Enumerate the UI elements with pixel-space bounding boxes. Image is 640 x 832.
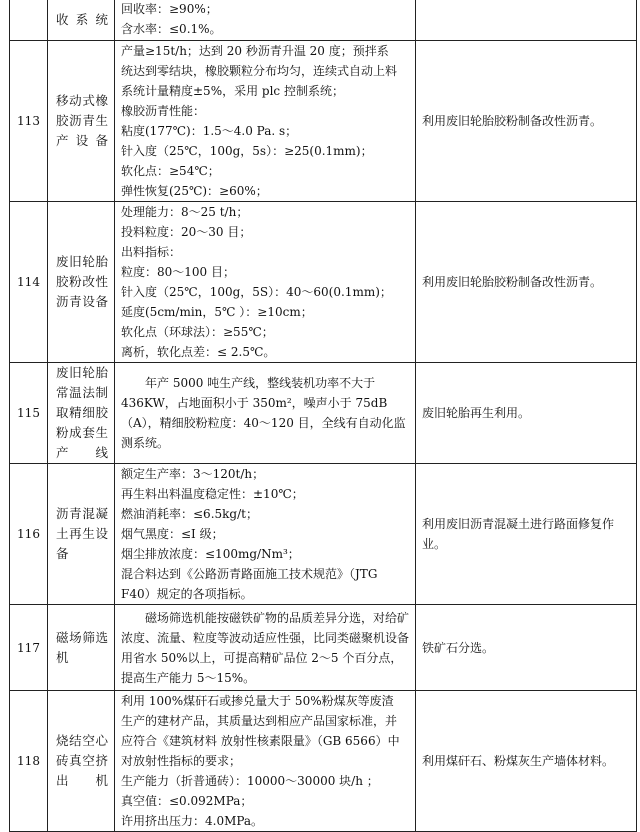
row-number: 116 bbox=[10, 464, 48, 605]
spec-line: 处理能力：8～25 t/h； bbox=[121, 205, 249, 219]
spec-line: 对放射性指标的要求； bbox=[121, 754, 242, 768]
application-text: 利用废旧轮胎胶粉制备改性沥青。 bbox=[422, 114, 603, 128]
spec-cell bbox=[115, 691, 416, 832]
spec-line: 弹性恢复(25℃)：≥60%； bbox=[121, 184, 268, 198]
spec-line: 离析，软化点差：≤ 2.5℃。 bbox=[121, 345, 276, 359]
equipment-table bbox=[9, 0, 637, 832]
application-cell bbox=[416, 464, 637, 605]
equipment-name-cell bbox=[48, 41, 115, 202]
equipment-name-cell bbox=[48, 363, 115, 464]
equipment-name-cell bbox=[48, 605, 115, 691]
equipment-name-cell bbox=[48, 691, 115, 832]
spec-line: F40）规定的各项指标。 bbox=[121, 587, 253, 601]
spec-line: 含水率：≤0.1%。 bbox=[121, 22, 222, 36]
equipment-name: 废旧轮胎常温法制取精细胶粉成套生产线 bbox=[56, 365, 108, 460]
spec-line: 软化点：≥54℃； bbox=[121, 164, 220, 178]
equipment-name: 废旧轮胎胶粉改性沥青设备 bbox=[56, 254, 108, 309]
row-number: 114 bbox=[10, 202, 48, 363]
application-cell bbox=[416, 691, 637, 832]
application-cell bbox=[416, 41, 637, 202]
spec-line: 系统计量精度±5%，采用 plc 控制系统； bbox=[121, 84, 344, 98]
spec-line: 生产能力（折普通砖）：10000～30000 块/h ； bbox=[121, 774, 379, 788]
spec-line: 延度(5cm/min，5℃ ）：≥10cm； bbox=[121, 305, 313, 319]
equipment-name: 沥青混凝土再生设备 bbox=[56, 506, 108, 561]
table-row bbox=[10, 0, 637, 41]
spec-line: 回收率：≥90%； bbox=[121, 2, 218, 16]
equipment-name: 移动式橡胶沥青生产设备 bbox=[56, 93, 108, 148]
row-number bbox=[10, 0, 48, 41]
spec-line: 应符合《建筑材料 放射性核素限量》（GB 6566）中 bbox=[121, 734, 400, 748]
spec-line: 橡胶沥青性能： bbox=[121, 104, 206, 118]
table-row bbox=[10, 41, 637, 202]
spec-line: 软化点（环球法）：≥55℃； bbox=[121, 325, 274, 339]
row-number: 118 bbox=[10, 691, 48, 832]
spec-line: 燃油消耗率：≤6.5kg/t； bbox=[121, 507, 258, 521]
spec-cell bbox=[115, 363, 416, 464]
table-row bbox=[10, 202, 637, 363]
spec-line: 出料指标： bbox=[121, 245, 182, 259]
spec-line: 针入度（25℃，100g，5s）：≥25(0.1mm)； bbox=[121, 144, 373, 158]
spec-line: 统达到零结块，橡胶颗粒分布均匀，连续式自动上料 bbox=[121, 64, 398, 78]
application-text: 利用煤矸石、粉煤灰生产墙体材料。 bbox=[422, 754, 615, 768]
table-row bbox=[10, 691, 637, 832]
application-cell bbox=[416, 363, 637, 464]
row-number: 113 bbox=[10, 41, 48, 202]
table-row bbox=[10, 363, 637, 464]
application-cell bbox=[416, 202, 637, 363]
spec-line: 粘度(177℃)：1.5～4.0 Pa. s； bbox=[121, 124, 298, 138]
spec-line: 产量≥15t/h；达到 20 秒沥青升温 20 度；预拌系 bbox=[121, 44, 389, 58]
application-text: 废旧轮胎再生利用。 bbox=[422, 406, 531, 420]
spec-paragraph: 磁场筛选机能按磁铁矿物的品质差异分选，对给矿浓度、流量、粒度等波动适应性强，比同类磁聚机设备用省水 50%以上，可提高精矿品位 2～5 个百分点，提高生产能力 5～15%。 bbox=[121, 610, 410, 685]
spec-paragraph: 年产 5000 吨生产线，整线装机功率不大于 436KW，占地面积小于 350m²，噪声小于 75dB（A），精细胶粉粒度：40～120 目，全线有自动化监测系统。 bbox=[121, 376, 406, 450]
spec-line: 真空值：≤0.092MPa； bbox=[121, 794, 253, 808]
application-cell bbox=[416, 605, 637, 691]
spec-cell bbox=[115, 0, 416, 41]
row-number: 117 bbox=[10, 605, 48, 691]
row-number: 115 bbox=[10, 363, 48, 464]
equipment-name-cell bbox=[48, 202, 115, 363]
application-text: 铁矿石分选。 bbox=[422, 640, 495, 655]
spec-line: 再生料出料温度稳定性：±10℃； bbox=[121, 487, 304, 501]
application-text: 利用废旧沥青混凝土进行路面修复作业。 bbox=[422, 517, 615, 551]
equipment-name: 收系统 bbox=[56, 11, 108, 27]
application-cell bbox=[416, 0, 637, 41]
spec-line: 粒度：80～100 目； bbox=[121, 265, 235, 279]
spec-line: 混合料达到《公路沥青路面施工技术规范》（JTG bbox=[121, 567, 378, 581]
equipment-name-cell bbox=[48, 0, 115, 41]
equipment-name-cell bbox=[48, 464, 115, 605]
spec-line: 利用 100%煤矸石或掺兑量大于 50%粉煤灰等废渣 bbox=[121, 694, 394, 708]
spec-cell bbox=[115, 464, 416, 605]
spec-line: 生产的建材产品，其质量达到相应产品国家标准，并 bbox=[121, 714, 398, 728]
equipment-name: 烧结空心砖真空挤出机 bbox=[56, 733, 108, 788]
table-row bbox=[10, 464, 637, 605]
table-row bbox=[10, 605, 637, 691]
spec-line: 烟尘排放浓度：≤100mg/Nm³； bbox=[121, 547, 300, 561]
spec-cell bbox=[115, 605, 416, 691]
spec-line: 烟气黑度：≤I 级； bbox=[121, 527, 224, 541]
application-text: 利用废旧轮胎胶粉制备改性沥青。 bbox=[422, 275, 603, 289]
spec-line: 额定生产率：3～120t/h； bbox=[121, 467, 265, 481]
spec-line: 投料粒度：20～30 目； bbox=[121, 225, 252, 239]
spec-line: 许用挤出压力：4.0MPa。 bbox=[121, 814, 264, 828]
spec-cell bbox=[115, 41, 416, 202]
spec-line: 针入度（25℃，100g，5S）：40～60(0.1mm)； bbox=[121, 285, 392, 299]
spec-cell bbox=[115, 202, 416, 363]
equipment-name: 磁场筛选机 bbox=[56, 629, 108, 665]
